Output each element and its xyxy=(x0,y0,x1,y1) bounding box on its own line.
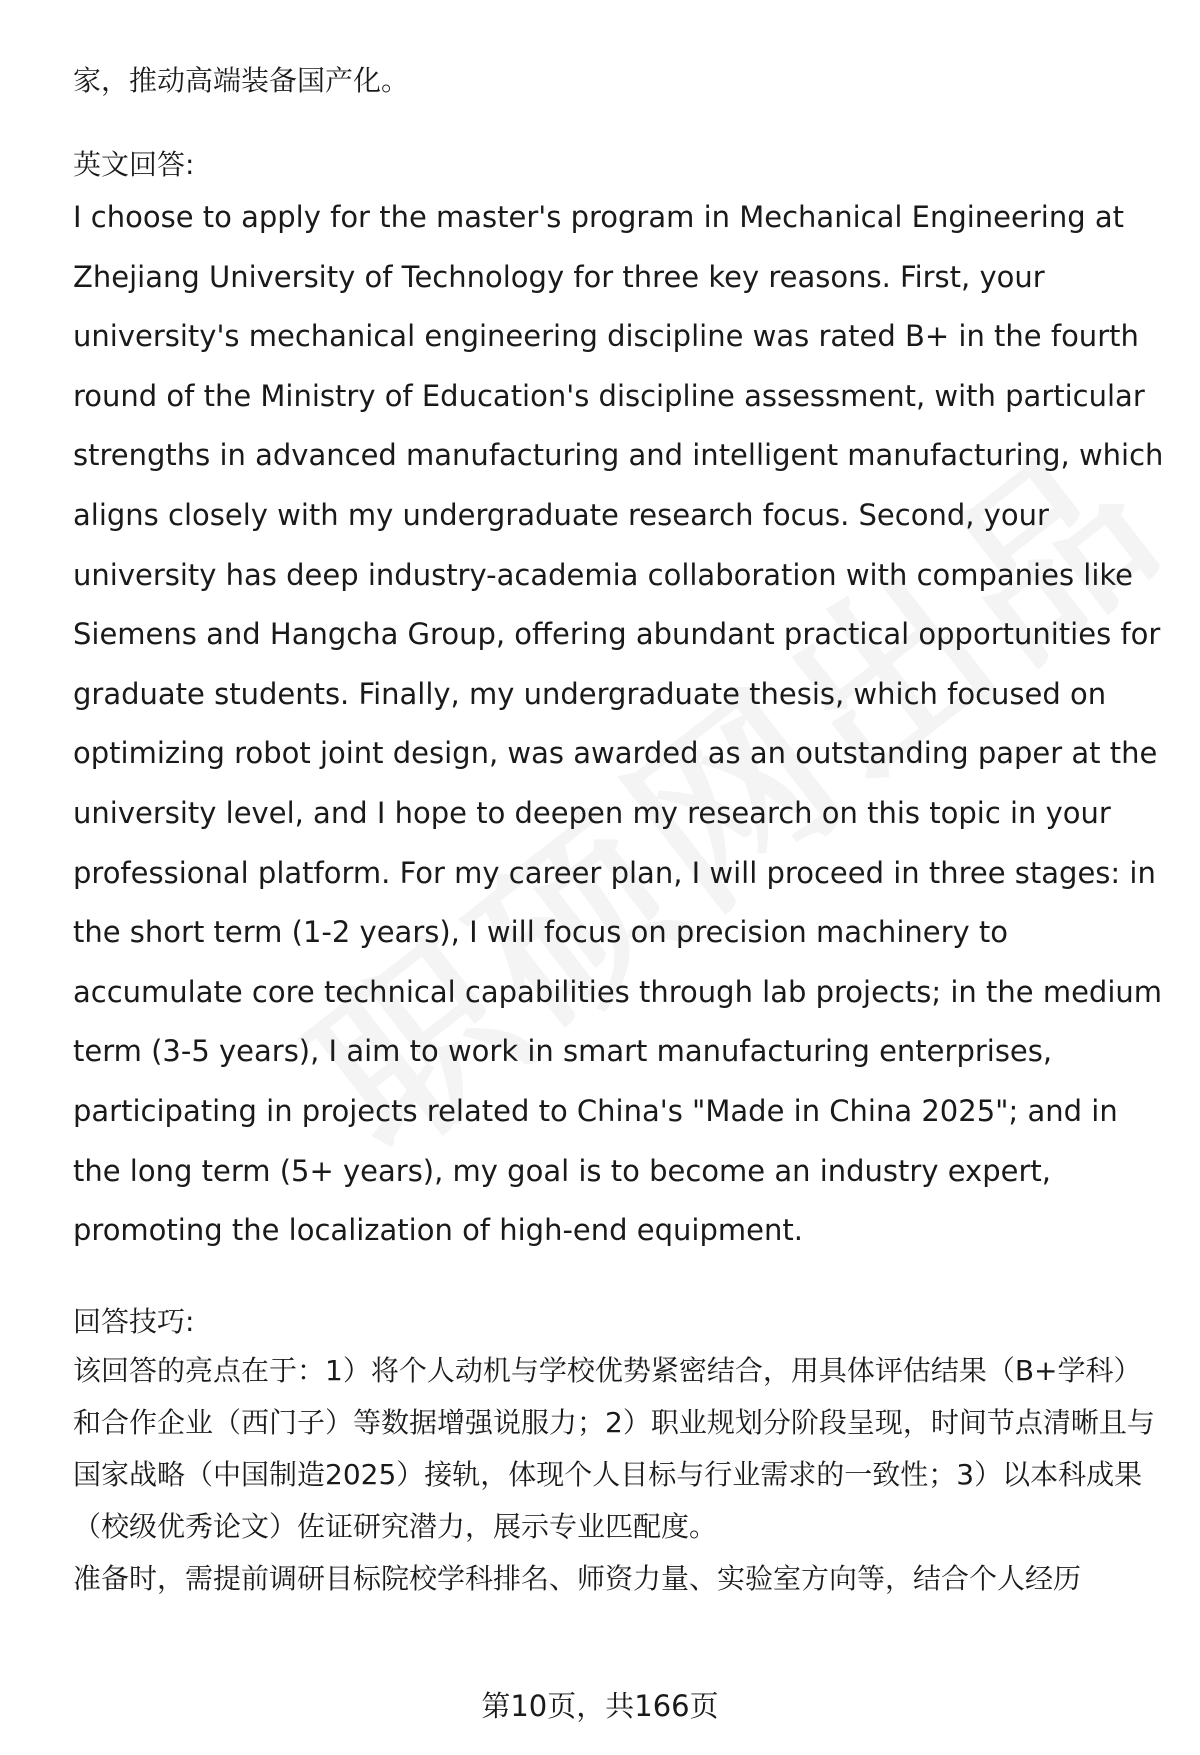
answer-tips-paragraph-1: 该回答的亮点在于：1）将个人动机与学校优势紧密结合，用具体评估结果（B+学科）和合作企业（西门子）等数据增强说服力；2）职业规划分阶段呈现，时间节点清晰且与国家战略（中国制造2025）接轨，体现个人目标与行业需求的一致性；3）以本科成果（校级优秀论文）佐证研究潜力，展示专业匹配度。 xyxy=(73,1353,1155,1543)
english-answer-body: I choose to apply for the master's program in Mechanical Engineering at Zhejiang University of Technology for three key reasons. First, your university's mechanical engineering discipline was rated B+ in the fourth round of the Ministry of Education's discipline assessment, with particular strengths in advanced manufacturing and intelligent manufacturing, which aligns closely with my undergraduate research focus. Second, your university has deep industry-academia collaboration with companies like Siemens and Hangcha Group, offering abundant practical opportunities for graduate students. Finally, my undergraduate thesis, which focused on optimizing robot joint design, was awarded as an outstanding paper at the university level, and I hope to deepen my research on this topic in your professional platform. For my career plan, I will proceed in three stages: in the short term (1-2 years), I will focus on precision machinery to accumulate core technical capabilities through lab projects; in the medium term (3-5 years), I aim to work in smart manufacturing enterprises, participating in projects related to China's "Made in China 2025"; and in the long term (5+ years), my goal is to become an industry expert, promoting the localization of high-end equipment. xyxy=(73,200,1164,1248)
answer-tips-heading: 回答技巧: xyxy=(73,1304,195,1338)
page-number-footer: 第10页，共166页 xyxy=(481,1689,719,1723)
page-content xyxy=(73,58,1168,1605)
answer-tips-paragraph-2: 准备时，需提前调研目标院校学科排名、师资力量、实验室方向等，结合个人经历 xyxy=(73,1561,1082,1595)
english-answer-heading: 英文回答: xyxy=(73,148,195,181)
continuation-line: 家，推动高端装备国产化。 xyxy=(73,64,410,97)
